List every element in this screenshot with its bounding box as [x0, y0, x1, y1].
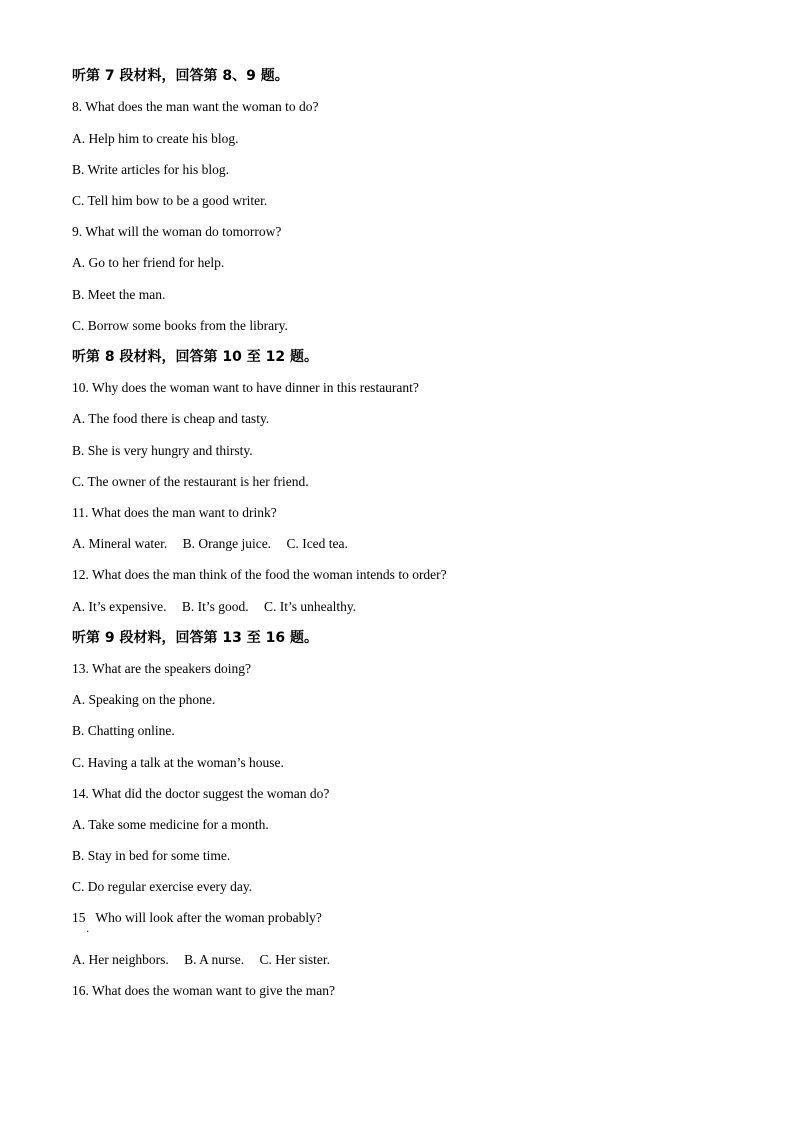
answer-option: C. The owner of the restaurant is her friend.	[72, 474, 309, 489]
question-stem: 10. Why does the woman want to have dinner in this restaurant?	[72, 380, 419, 395]
section-heading: 听第 9 段材料，回答第 13 至 16 题。	[72, 630, 318, 646]
question-stem: 9. What will the woman do tomorrow?	[72, 224, 282, 239]
answer-option: C. It’s unhealthy.	[264, 599, 357, 614]
answer-option: A. Speaking on the phone.	[72, 692, 216, 707]
question-stem: 8. What does the man want the woman to do?	[72, 99, 319, 114]
answer-option: C. Her sister.	[259, 952, 330, 967]
answer-option: C. Do regular exercise every day.	[72, 879, 253, 894]
answer-option: C. Iced tea.	[286, 536, 348, 551]
question-stem: 13. What are the speakers doing?	[72, 661, 251, 676]
answer-options-row	[72, 599, 356, 615]
answer-option: A. Mineral water.	[72, 536, 168, 551]
answer-option: B. Stay in bed for some time.	[72, 848, 231, 863]
answer-option: C. Tell him bow to be a good writer.	[72, 193, 268, 208]
answer-options-row	[72, 952, 330, 968]
answer-option: B. A nurse.	[184, 952, 245, 967]
question-stem: 15 Who will look after the woman probably?	[72, 910, 322, 925]
answer-options-row	[72, 536, 348, 552]
answer-option: B. She is very hungry and thirsty.	[72, 443, 253, 458]
answer-option: A. Her neighbors.	[72, 952, 169, 967]
answer-option: A. Go to her friend for help.	[72, 255, 225, 270]
question-stem: 11. What does the man want to drink?	[72, 505, 277, 520]
answer-option: C. Borrow some books from the library.	[72, 318, 288, 333]
question-stem: 12. What does the man think of the food the woman intends to order?	[72, 567, 447, 582]
answer-option: A. Help him to create his blog.	[72, 131, 239, 146]
stray-mark: ·	[86, 927, 90, 938]
answer-option: A. It’s expensive.	[72, 599, 167, 614]
answer-option: B. Orange juice.	[182, 536, 272, 551]
answer-option: B. Chatting online.	[72, 723, 175, 738]
section-heading: 听第 8 段材料，回答第 10 至 12 题。	[72, 349, 318, 365]
answer-option: C. Having a talk at the woman’s house.	[72, 755, 284, 770]
answer-option: B. It’s good.	[181, 599, 249, 614]
answer-option: B. Write articles for his blog.	[72, 162, 230, 177]
question-stem: 14. What did the doctor suggest the woman do?	[72, 786, 330, 801]
section-heading: 听第 7 段材料，回答第 8、9 题。	[72, 68, 289, 84]
answer-option: A. The food there is cheap and tasty.	[72, 411, 270, 426]
question-stem: 16. What does the woman want to give the man?	[72, 983, 335, 998]
answer-option: B. Meet the man.	[72, 287, 166, 302]
answer-option: A. Take some medicine for a month.	[72, 817, 269, 832]
